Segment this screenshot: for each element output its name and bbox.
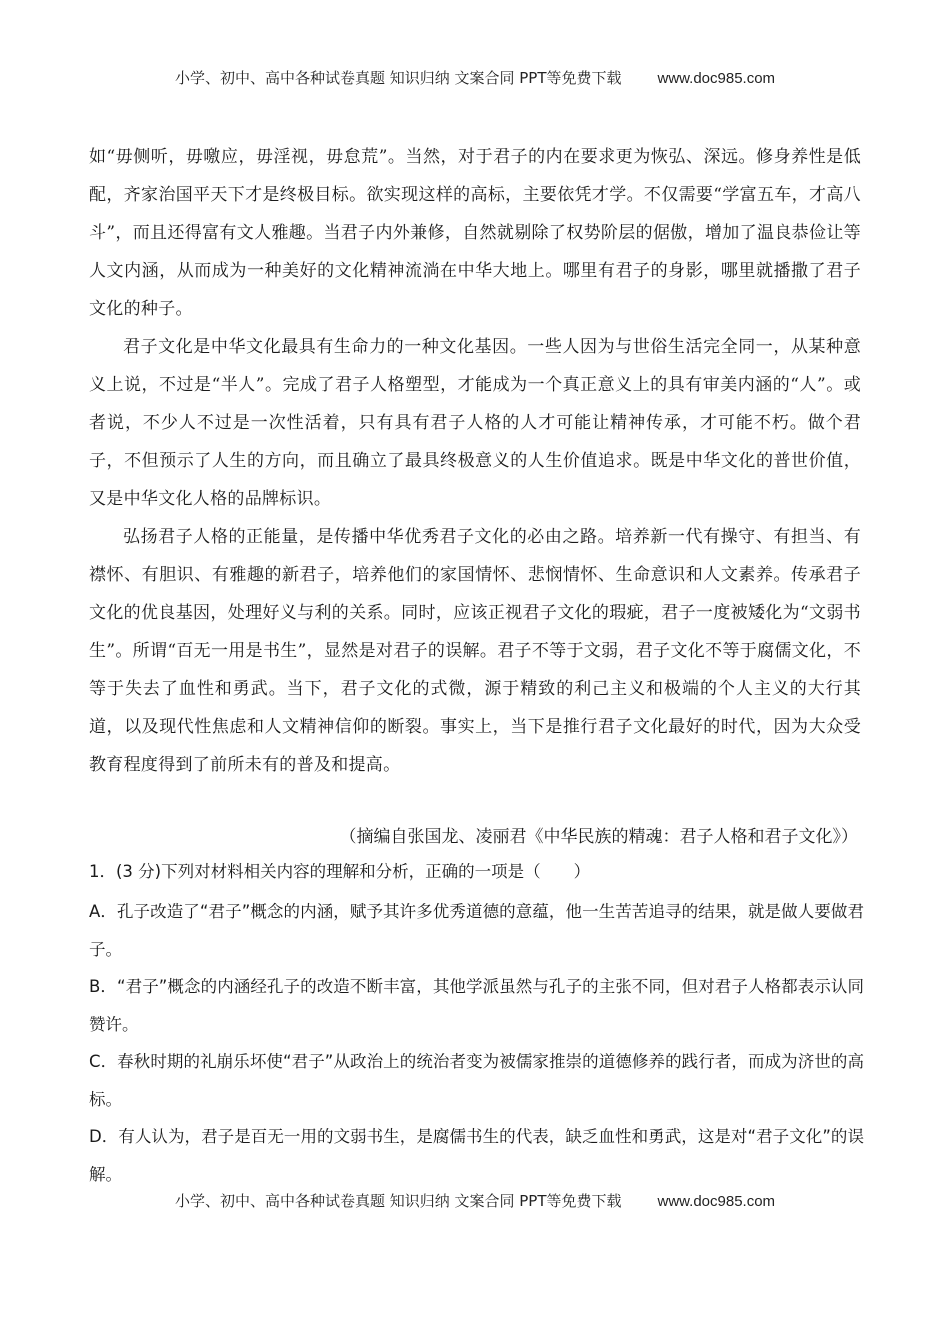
question-stem-text: 1．(3 分)下列对材料相关内容的理解和分析，正确的一项是（ ） [89,862,591,881]
header-site-link[interactable]: www.doc985.com [657,70,776,87]
option-d [89,1118,864,1194]
option-b [89,968,864,1044]
page-header [0,67,950,88]
paragraph-text: 君子文化是中华文化最具有生命力的一种文化基因。一些人因为与世俗生活完全同一，从某种意义上说，不过是“半人”。完成了君子人格塑型，才能成为一个真正意义上的具有审美内涵的“人”。或者说，不少人不过是一次性活着，只有具有君子人格的人才可能让精神传承，才可能不朽。做个君子，不但预示了人生的方向，而且确立了最具终极意义的人生价值追求。既是中华文化的普世价值，又是中华文化人格的品牌标识。 [89,337,861,509]
page-footer [0,1190,950,1211]
option-c [89,1043,864,1119]
option-b-text: B．“君子”概念的内涵经孔子的改造不断丰富，其他学派虽然与孔子的主张不同，但对君子人格都表示认同赞许。 [89,977,864,1034]
footer-site-link[interactable]: www.doc985.com [657,1193,776,1210]
option-c-text: C．春秋时期的礼崩乐坏使“君子”从政治上的统治者变为被儒家推崇的道德修养的践行者，而成为济世的高标。 [89,1052,864,1109]
passage-paragraph-2 [89,328,861,518]
passage-paragraph-1 [89,138,861,328]
option-d-text: D．有人认为，君子是百无一用的文弱书生，是腐儒书生的代表，缺乏血性和勇武，这是对“君子文化”的误解。 [89,1127,864,1184]
header-text: 小学、初中、高中各种试卷真题 知识归纳 文案合同 PPT等免费下载 [174,69,622,87]
passage-source: （摘编自张国龙、凌丽君《中华民族的精魂：君子人格和君子文化》） [339,827,858,847]
footer-text: 小学、初中、高中各种试卷真题 知识归纳 文案合同 PPT等免费下载 [174,1192,622,1210]
paragraph-text: 弘扬君子人格的正能量，是传播中华优秀君子文化的必由之路。培养新一代有操守、有担当、有襟怀、有胆识、有雅趣的新君子，培养他们的家国情怀、悲悯情怀、生命意识和人文素养。传承君子文化的优良基因，处理好义与利的关系。同时，应该正视君子文化的瑕疵，君子一度被矮化为“文弱书生”。所谓“百无一用是书生”，显然是对君子的误解。君子不等于文弱，君子文化不等于腐儒文化，不等于失去了血性和勇武。当下，君子文化的式微，源于精致的利己主义和极端的个人主义的大行其道，以及现代性焦虑和人文精神信仰的断裂。事实上，当下是推行君子文化最好的时代，因为大众受教育程度得到了前所未有的普及和提高。 [89,527,861,775]
question-stem [89,853,864,891]
option-a-text: A．孔子改造了“君子”概念的内涵，赋予其许多优秀道德的意蕴，他一生苦苦追寻的结果，就是做人要做君子。 [89,902,864,959]
paragraph-text: 如“毋侧听，毋噭应，毋淫视，毋怠荒”。当然，对于君子的内在要求更为恢弘、深远。修身养性是低配，齐家治国平天下才是终极目标。欲实现这样的高标，主要依凭才学。不仅需要“学富五车，才高八斗”，而且还得富有文人雅趣。当君子内外兼修，自然就剔除了权势阶层的倨傲，增加了温良恭俭让等人文内涵，从而成为一种美好的文化精神流淌在中华大地上。哪里有君子的身影，哪里就播撒了君子文化的种子。 [89,147,861,319]
passage-paragraph-3 [89,518,861,784]
option-a [89,893,864,969]
